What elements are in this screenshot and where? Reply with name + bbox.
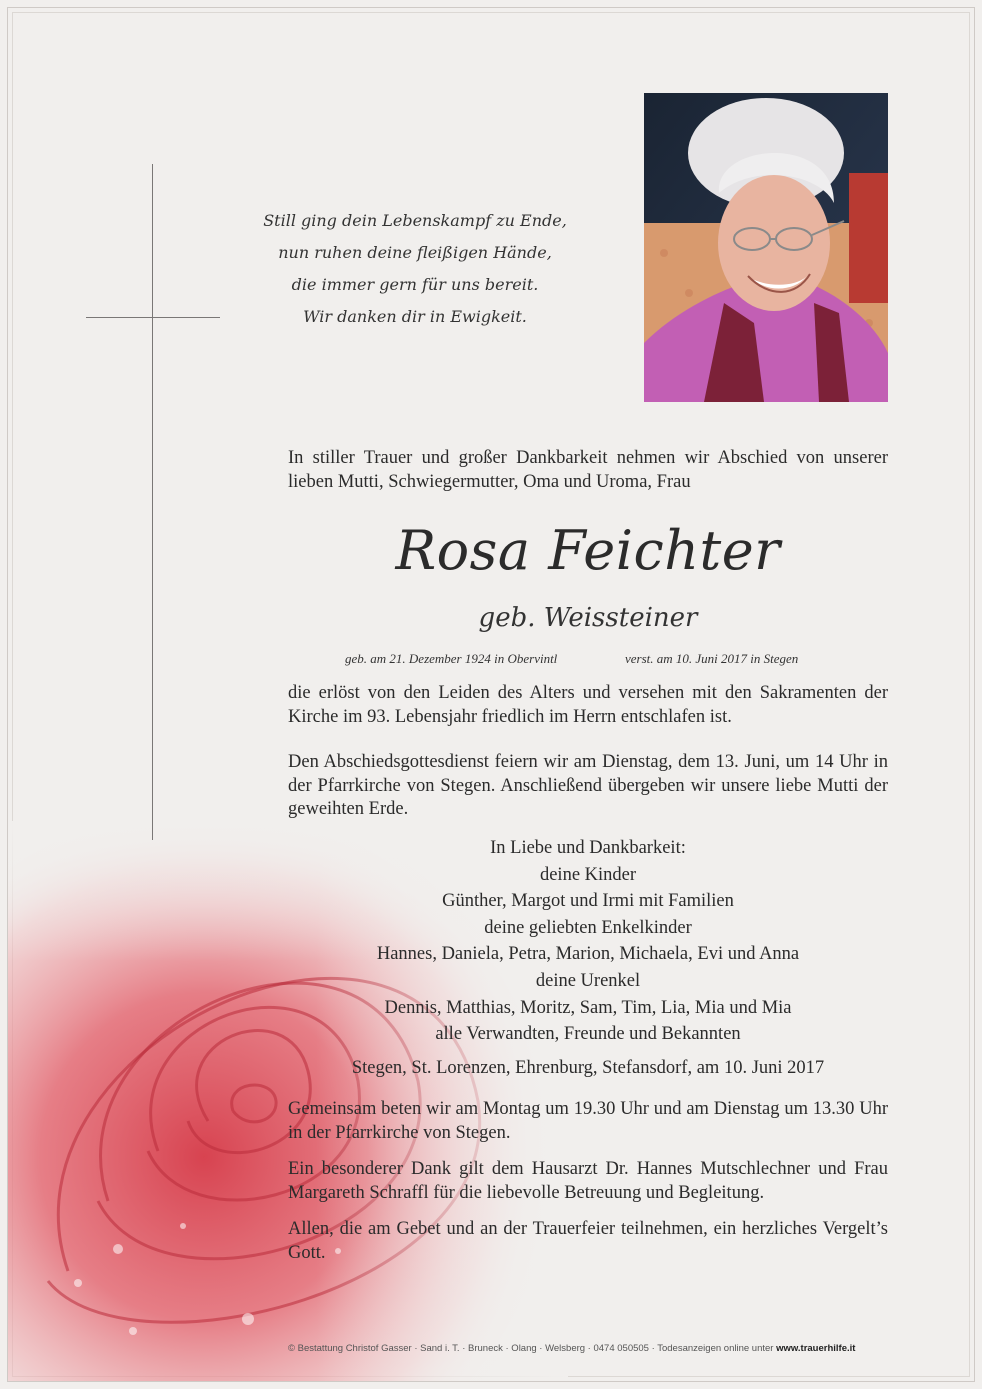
- poem: [250, 205, 580, 333]
- mourners-line: Günther, Margot und Irmi mit Familien: [442, 891, 734, 912]
- mourners-heading: In Liebe und Dankbarkeit:: [490, 838, 686, 858]
- poem-line: Still ging dein Lebenskampf zu Ende,: [263, 211, 567, 230]
- footer-text: © Bestattung Christof Gasser · Sand i. T. · Bruneck · Olang · Welsberg · 0474 050505 · Todesanzeigen online unter: [288, 1343, 777, 1354]
- mourners-line: deine Urenkel: [535, 970, 641, 991]
- mourners-list: [288, 835, 888, 1048]
- mourners-line: deine geliebten Enkelkinder: [484, 917, 692, 938]
- mourners-line: deine Kinder: [539, 864, 637, 885]
- intro-text: In stiller Trauer und großer Dankbarkeit nehmen wir Abschied von unserer lieben Mutti, Schwiegermutter, Oma und Uroma, Frau: [288, 448, 888, 492]
- paragraph-closing: Allen, die am Gebet und an der Trauerfeier teilnehmen, ein herzliches Vergelt’s Gott.: [288, 1219, 888, 1263]
- death-date: verst. am 10. Juni 2017 in Stegen: [625, 651, 799, 666]
- portrait-photo: [644, 93, 888, 402]
- place-date: Stegen, St. Lorenzen, Ehrenburg, Stefansdorf, am 10. Juni 2017: [351, 1058, 825, 1078]
- paragraph-prayer: Gemeinsam beten wir am Montag um 19.30 Uhr und am Dienstag um 13.30 Uhr in der Pfarrkirche von Stegen.: [288, 1099, 888, 1143]
- cross-vertical-line: [152, 164, 153, 840]
- footer: [288, 1343, 938, 1354]
- paragraph-special-thanks: Ein besonderer Dank gilt dem Hausarzt Dr. Hannes Mutschlechner und Frau Margareth Schraffl für die liebevolle Betreuung und Begleitung.: [288, 1159, 888, 1203]
- paragraph-funeral: Den Abschiedsgottesdienst feiern wir am Dienstag, dem 13. Juni, um 14 Uhr in der Pfarrkirche von Stegen. Anschließend übergeben wir unsere liebe Mutti der geweihten Erde.: [288, 752, 888, 819]
- birth-date: geb. am 21. Dezember 1924 in Obervintl: [345, 651, 558, 666]
- birth-name: geb. Weissteiner: [478, 603, 698, 633]
- mourners-line: alle Verwandten, Freunde und Bekannten: [435, 1024, 741, 1045]
- cross-horizontal-line: [86, 317, 220, 318]
- poem-line: die immer gern für uns bereit.: [291, 275, 539, 294]
- footer-website-link[interactable]: www.trauerhilfe.it: [776, 1343, 856, 1354]
- deceased-name: Rosa Feichter: [395, 519, 781, 582]
- mourners-line: Hannes, Daniela, Petra, Marion, Michaela, Evi und Anna: [376, 944, 800, 965]
- poem-line: nun ruhen deine fleißigen Hände,: [278, 243, 552, 262]
- paragraph-passing: die erlöst von den Leiden des Alters und versehen mit den Sakramenten der Kirche im 93. Lebensjahr friedlich im Herrn entschlafen ist.: [288, 683, 888, 727]
- poem-line: Wir danken dir in Ewigkeit.: [303, 307, 527, 326]
- mourners-line: Dennis, Matthias, Moritz, Sam, Tim, Lia, Mia und Mia: [384, 997, 792, 1018]
